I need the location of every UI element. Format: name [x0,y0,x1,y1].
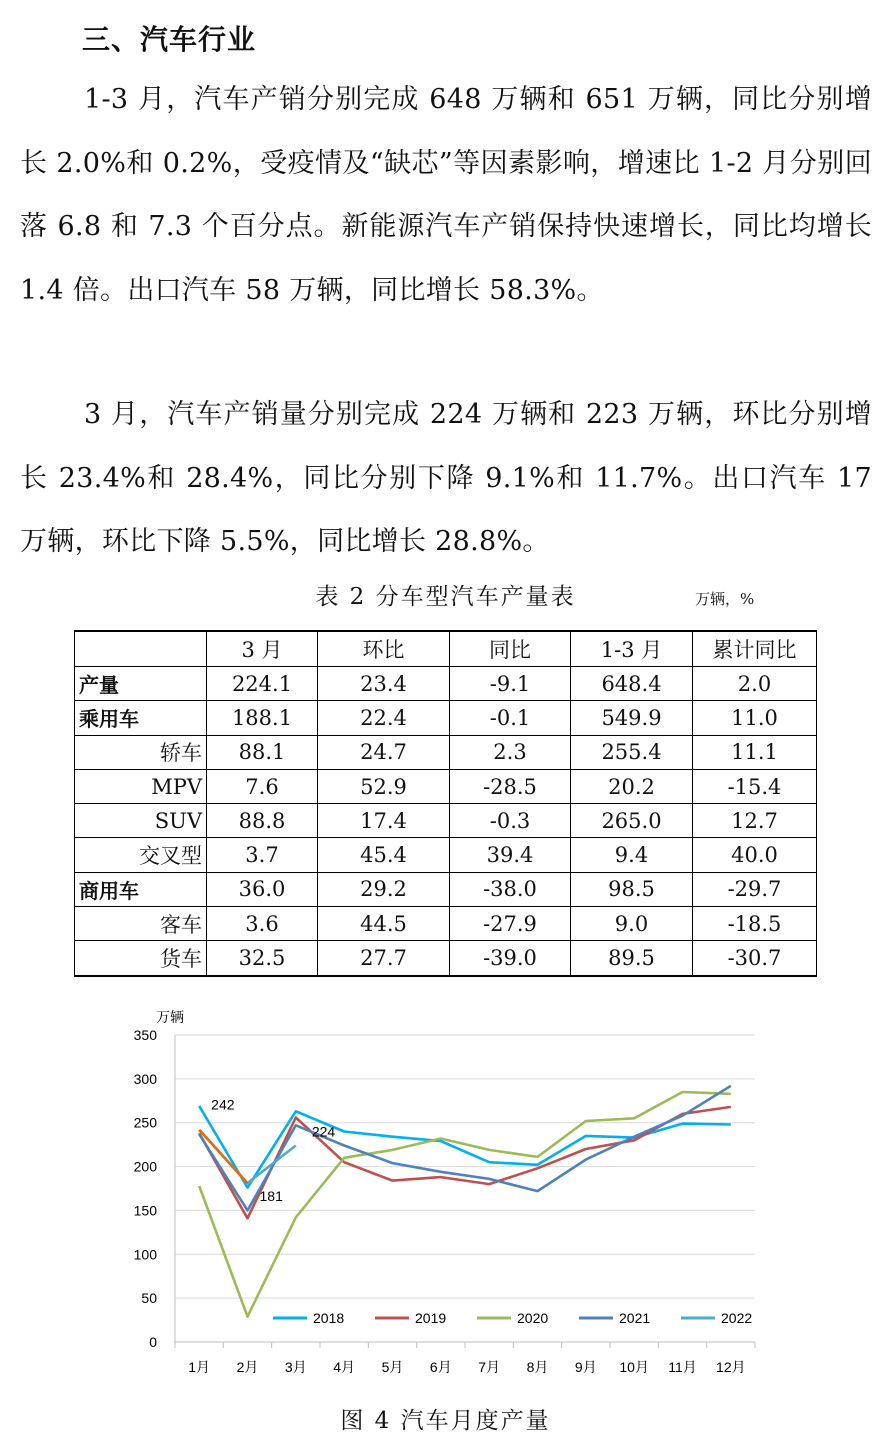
x-tick-label: 12月 [716,1359,746,1375]
x-tick-label: 9月 [574,1359,597,1375]
table-cell: -28.5 [450,769,571,803]
row-label: 客车 [75,907,207,941]
table-cell: -0.1 [450,701,571,735]
table-header-row [75,631,817,667]
table-cell: 36.0 [207,872,318,906]
table-cell: 20.2 [571,769,693,803]
table-cell: -0.3 [450,804,571,838]
y-tick-label: 50 [141,1290,157,1307]
production-table [74,630,817,977]
table-cell: -39.0 [450,941,571,976]
table-cell: -27.9 [450,907,571,941]
table-cell: 39.4 [450,838,571,872]
table-cell: -29.7 [693,872,817,906]
x-tick-label: 3月 [284,1359,307,1375]
figure-caption: 图 4 汽车月度产量 [340,1408,551,1434]
header-cell: 累计同比 [693,631,817,667]
table-cell: 27.7 [318,941,450,976]
row-label: 货车 [75,941,207,976]
table-cell: 648.4 [571,667,693,701]
header-cell: 环比 [318,631,450,667]
table-row [75,838,817,872]
table-cell: 255.4 [571,735,693,769]
table-cell: 549.9 [571,701,693,735]
y-tick-label: 0 [149,1334,157,1350]
table-cell: 265.0 [571,804,693,838]
y-tick-label: 350 [133,1027,157,1043]
table-cell: -38.0 [450,872,571,906]
chart-legend [273,1310,752,1326]
legend-entry: 2020 [517,1310,549,1326]
row-label: 乘用车 [75,701,207,735]
x-tick-label: 8月 [526,1359,549,1375]
series-line-2020 [199,1092,731,1317]
data-label: 242 [211,1096,235,1113]
table-row [75,872,817,906]
table-cell: 11.0 [693,701,817,735]
header-cell [75,631,207,667]
x-tick-label: 7月 [478,1359,501,1375]
table-body [75,667,817,976]
y-tick-label: 100 [133,1246,157,1263]
legend-entry: 2018 [313,1310,345,1326]
table-cell: 23.4 [318,667,450,701]
table-cell: 17.4 [318,804,450,838]
table-cell: -15.4 [693,769,817,803]
table-cell: 88.1 [207,735,318,769]
table-cell: 9.4 [571,838,693,872]
y-tick-label: 300 [133,1070,157,1087]
row-label: MPV [75,769,207,803]
table-row [75,769,817,803]
section-heading: 三、汽车行业 [82,23,257,56]
table-cell: 11.1 [693,735,817,769]
table-cell: 40.0 [693,838,817,872]
monthly-production-chart [110,1000,770,1395]
paragraph-q1-summary: 1-3 月，汽车产销分别完成 648 万辆和 651 万辆，同比分别增长 2.0%和 0.2%，受疫情及“缺芯”等因素影响，增速比 1-2 月分别回落 6.8 和 7.3 个百分点。新能源汽车产销保持快速增长，同比均增长 1.4 倍。出口汽车 58 万辆，同比增长 58.3%。 [20,84,872,306]
table-unit: 万辆，% [695,590,755,608]
table-cell: 24.7 [318,735,450,769]
row-label: 交叉型 [75,838,207,872]
table-row [75,735,817,769]
y-tick-label: 250 [133,1114,157,1131]
table-cell: 98.5 [571,872,693,906]
paragraph-march-summary: 3 月，汽车产销量分别完成 224 万辆和 223 万辆，环比分别增长 23.4%和 28.4%，同比分别下降 9.1%和 11.7%。出口汽车 17 万辆，环比下降 5.5%，同比增长 28.8%。 [20,399,872,557]
table-cell: 9.0 [571,907,693,941]
table-row [75,701,817,735]
x-tick-label: 5月 [381,1359,404,1375]
data-label: 224 [311,1123,336,1140]
x-tick-label: 6月 [429,1359,452,1375]
table-cell: 45.4 [318,838,450,872]
header-cell: 1-3 月 [571,631,693,667]
table-row [75,907,817,941]
table-cell: 224.1 [207,667,318,701]
x-tick-label: 2月 [236,1359,259,1375]
row-label: 商用车 [75,872,207,906]
x-tick-label: 4月 [333,1359,356,1375]
legend-entry: 2021 [619,1310,651,1326]
table-cell: 12.7 [693,804,817,838]
y-axis-label: 万辆 [156,1009,184,1025]
x-tick-label: 11月 [668,1359,697,1375]
x-tick-label: 1月 [188,1359,211,1375]
table-cell: -30.7 [693,941,817,976]
row-label: SUV [75,804,207,838]
data-label: 181 [259,1188,283,1205]
row-label: 产量 [75,667,207,701]
table-cell: -9.1 [450,667,571,701]
table-cell: 44.5 [318,907,450,941]
table-cell: 22.4 [318,701,450,735]
table-cell: 52.9 [318,769,450,803]
y-tick-label: 200 [133,1158,157,1175]
table-row [75,941,817,976]
legend-entry: 2019 [415,1310,447,1326]
x-tick-label: 10月 [619,1359,649,1375]
table-cell: 29.2 [318,872,450,906]
table-cell: 89.5 [571,941,693,976]
y-tick-label: 150 [133,1202,157,1219]
table-cell: 3.6 [207,907,318,941]
header-cell: 同比 [450,631,571,667]
row-label: 轿车 [75,735,207,769]
header-cell: 3 月 [207,631,318,667]
legend-entry: 2022 [721,1310,753,1326]
table-row [75,667,817,701]
table-cell: 3.7 [207,838,318,872]
table-cell: 2.3 [450,735,571,769]
table-row [75,804,817,838]
table-cell: 2.0 [693,667,817,701]
table-cell: 32.5 [207,941,318,976]
table-cell: 88.8 [207,804,318,838]
table-caption: 表 2 分车型汽车产量表 [315,584,576,610]
table-cell: 188.1 [207,701,318,735]
table-cell: -18.5 [693,907,817,941]
table-cell: 7.6 [207,769,318,803]
